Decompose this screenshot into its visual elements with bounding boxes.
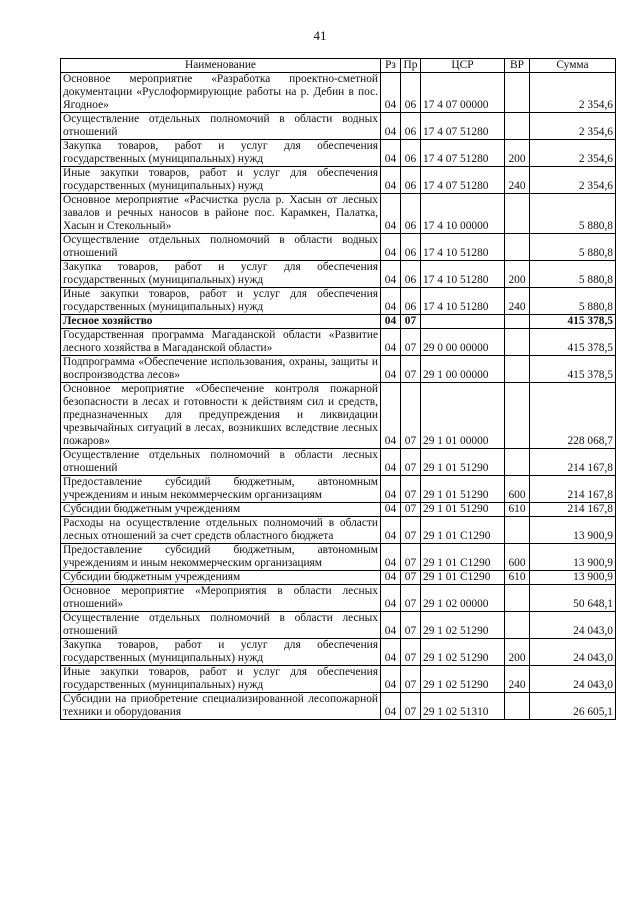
cell-sum: 26 605,1 (530, 693, 616, 720)
budget-table (60, 58, 616, 720)
cell-name: Расходы на осуществление отдельных полномочий в области лесных отношений за счет средств областного бюджета (61, 517, 381, 544)
cell-csr: 17 4 07 51280 (421, 140, 505, 167)
table-row (61, 261, 616, 288)
cell-name: Закупка товаров, работ и услуг для обеспечения государственных (муниципальных) нужд (61, 140, 381, 167)
cell-csr: 29 1 02 51290 (421, 612, 505, 639)
cell-pr: 07 (401, 693, 421, 720)
cell-pr: 06 (401, 167, 421, 194)
header-sum: Сумма (530, 59, 616, 73)
cell-sum: 24 043,0 (530, 666, 616, 693)
cell-rz: 04 (381, 585, 401, 612)
cell-rz: 04 (381, 329, 401, 356)
cell-rz: 04 (381, 571, 401, 585)
cell-csr: 17 4 07 51280 (421, 113, 505, 140)
cell-pr: 06 (401, 140, 421, 167)
table-row (61, 544, 616, 571)
cell-sum: 50 648,1 (530, 585, 616, 612)
cell-vr (505, 612, 530, 639)
header-csr: ЦСР (421, 59, 505, 73)
cell-rz: 04 (381, 140, 401, 167)
cell-csr: 29 1 01 C1290 (421, 571, 505, 585)
cell-sum: 13 900,9 (530, 517, 616, 544)
cell-rz: 04 (381, 73, 401, 113)
table-row (61, 140, 616, 167)
cell-sum: 2 354,6 (530, 113, 616, 140)
cell-csr: 29 1 01 C1290 (421, 517, 505, 544)
cell-vr (505, 356, 530, 383)
cell-csr: 29 0 00 00000 (421, 329, 505, 356)
table-row (61, 329, 616, 356)
cell-rz: 04 (381, 476, 401, 503)
table-row (61, 234, 616, 261)
cell-pr: 06 (401, 261, 421, 288)
cell-name: Основное мероприятие «Мероприятия в области лесных отношений» (61, 585, 381, 612)
table-row (61, 194, 616, 234)
cell-pr: 06 (401, 73, 421, 113)
cell-sum: 5 880,8 (530, 234, 616, 261)
cell-sum: 24 043,0 (530, 639, 616, 666)
table-row (61, 73, 616, 113)
cell-sum: 24 043,0 (530, 612, 616, 639)
table-row (61, 383, 616, 449)
table-row (61, 476, 616, 503)
table-row (61, 666, 616, 693)
cell-pr: 07 (401, 329, 421, 356)
cell-pr: 06 (401, 194, 421, 234)
cell-pr: 07 (401, 517, 421, 544)
cell-vr (505, 315, 530, 329)
cell-csr: 17 4 10 51280 (421, 288, 505, 315)
cell-pr: 07 (401, 315, 421, 329)
cell-sum: 5 880,8 (530, 261, 616, 288)
table-row (61, 288, 616, 315)
cell-name: Лесное хозяйство (61, 315, 381, 329)
cell-name: Осуществление отдельных полномочий в области лесных отношений (61, 612, 381, 639)
cell-vr (505, 73, 530, 113)
cell-vr: 600 (505, 476, 530, 503)
cell-csr: 17 4 07 00000 (421, 73, 505, 113)
table-row (61, 503, 616, 517)
table-row (61, 571, 616, 585)
cell-vr: 240 (505, 666, 530, 693)
cell-csr: 29 1 01 00000 (421, 383, 505, 449)
table-row (61, 517, 616, 544)
table-row (61, 167, 616, 194)
cell-name: Субсидии бюджетным учреждениям (61, 503, 381, 517)
cell-sum: 228 068,7 (530, 383, 616, 449)
cell-pr: 07 (401, 449, 421, 476)
cell-pr: 07 (401, 612, 421, 639)
cell-name: Закупка товаров, работ и услуг для обеспечения государственных (муниципальных) нужд (61, 261, 381, 288)
cell-sum: 5 880,8 (530, 194, 616, 234)
header-vr: ВР (505, 59, 530, 73)
header-pr: Пр (401, 59, 421, 73)
cell-rz: 04 (381, 612, 401, 639)
cell-rz: 04 (381, 167, 401, 194)
cell-sum: 2 354,6 (530, 140, 616, 167)
cell-vr (505, 234, 530, 261)
cell-csr: 29 1 01 C1290 (421, 544, 505, 571)
cell-rz: 04 (381, 288, 401, 315)
cell-rz: 04 (381, 113, 401, 140)
cell-sum: 13 900,9 (530, 571, 616, 585)
cell-csr: 17 4 07 51280 (421, 167, 505, 194)
header-rz: Рз (381, 59, 401, 73)
table-row (61, 639, 616, 666)
cell-vr (505, 113, 530, 140)
cell-vr: 240 (505, 288, 530, 315)
cell-pr: 07 (401, 666, 421, 693)
cell-vr (505, 449, 530, 476)
cell-name: Осуществление отдельных полномочий в области лесных отношений (61, 449, 381, 476)
cell-rz: 04 (381, 517, 401, 544)
cell-name: Субсидии на приобретение специализированной лесопожарной техники и оборудования (61, 693, 381, 720)
cell-name: Предоставление субсидий бюджетным, автономным учреждениям и иным некоммерческим организациям (61, 476, 381, 503)
cell-pr: 07 (401, 476, 421, 503)
table-row (61, 693, 616, 720)
cell-name: Иные закупки товаров, работ и услуг для обеспечения государственных (муниципальных) нужд (61, 167, 381, 194)
cell-sum: 214 167,8 (530, 503, 616, 517)
cell-vr: 610 (505, 503, 530, 517)
cell-name: Закупка товаров, работ и услуг для обеспечения государственных (муниципальных) нужд (61, 639, 381, 666)
cell-name: Иные закупки товаров, работ и услуг для обеспечения государственных (муниципальных) нужд (61, 288, 381, 315)
cell-vr: 600 (505, 544, 530, 571)
cell-vr (505, 517, 530, 544)
cell-name: Основное мероприятие «Обеспечение контроля пожарной безопасности в лесах и готовности к действиям сил и средств, предназначенных для предупреждения и ликвидации чрезвычайных ситуаций в лесах, возникших вследствие лесных пожаров» (61, 383, 381, 449)
cell-name: Осуществление отдельных полномочий в области водных отношений (61, 113, 381, 140)
cell-vr (505, 383, 530, 449)
cell-csr: 17 4 10 51280 (421, 234, 505, 261)
table-row (61, 315, 616, 329)
cell-pr: 07 (401, 383, 421, 449)
cell-rz: 04 (381, 666, 401, 693)
table-row (61, 449, 616, 476)
cell-rz: 04 (381, 315, 401, 329)
cell-csr (421, 315, 505, 329)
cell-sum: 13 900,9 (530, 544, 616, 571)
cell-rz: 04 (381, 544, 401, 571)
cell-pr: 07 (401, 639, 421, 666)
cell-name: Основное мероприятие «Разработка проектно-сметной документации «Руслоформирующие работы на р. Дебин в пос. Ягодное» (61, 73, 381, 113)
cell-vr: 200 (505, 639, 530, 666)
table-row (61, 612, 616, 639)
cell-pr: 07 (401, 503, 421, 517)
cell-name: Субсидии бюджетным учреждениям (61, 571, 381, 585)
cell-vr (505, 329, 530, 356)
cell-name: Иные закупки товаров, работ и услуг для обеспечения государственных (муниципальных) нужд (61, 666, 381, 693)
cell-vr (505, 194, 530, 234)
cell-vr: 200 (505, 261, 530, 288)
cell-vr: 240 (505, 167, 530, 194)
cell-sum: 415 378,5 (530, 315, 616, 329)
cell-rz: 04 (381, 503, 401, 517)
cell-pr: 06 (401, 234, 421, 261)
cell-name: Подпрограмма «Обеспечение использования, охраны, защиты и воспроизводства лесов» (61, 356, 381, 383)
page-number: 41 (313, 28, 327, 43)
cell-pr: 07 (401, 571, 421, 585)
cell-sum: 214 167,8 (530, 449, 616, 476)
cell-sum: 415 378,5 (530, 356, 616, 383)
cell-rz: 04 (381, 356, 401, 383)
table-row (61, 356, 616, 383)
cell-rz: 04 (381, 449, 401, 476)
table-row (61, 113, 616, 140)
cell-csr: 29 1 00 00000 (421, 356, 505, 383)
cell-rz: 04 (381, 261, 401, 288)
cell-rz: 04 (381, 693, 401, 720)
cell-pr: 06 (401, 113, 421, 140)
cell-rz: 04 (381, 194, 401, 234)
cell-pr: 06 (401, 288, 421, 315)
cell-csr: 17 4 10 00000 (421, 194, 505, 234)
cell-csr: 29 1 02 51290 (421, 666, 505, 693)
cell-name: Осуществление отдельных полномочий в области водных отношений (61, 234, 381, 261)
cell-pr: 07 (401, 544, 421, 571)
table-row (61, 585, 616, 612)
cell-csr: 29 1 01 51290 (421, 503, 505, 517)
cell-vr: 200 (505, 140, 530, 167)
cell-sum: 2 354,6 (530, 73, 616, 113)
cell-sum: 214 167,8 (530, 476, 616, 503)
cell-vr: 610 (505, 571, 530, 585)
cell-pr: 07 (401, 585, 421, 612)
cell-rz: 04 (381, 639, 401, 666)
cell-csr: 29 1 02 51310 (421, 693, 505, 720)
header-name: Наименование (61, 59, 381, 73)
cell-rz: 04 (381, 234, 401, 261)
cell-sum: 5 880,8 (530, 288, 616, 315)
cell-vr (505, 585, 530, 612)
cell-sum: 2 354,6 (530, 167, 616, 194)
cell-csr: 17 4 10 51280 (421, 261, 505, 288)
cell-csr: 29 1 01 51290 (421, 476, 505, 503)
cell-name: Предоставление субсидий бюджетным, автономным учреждениям и иным некоммерческим организациям (61, 544, 381, 571)
cell-name: Основное мероприятие «Расчистка русла р. Хасын от лесных завалов и речных наносов в районе пос. Карамкен, Палатка, Хасын и Стекольный» (61, 194, 381, 234)
cell-csr: 29 1 02 51290 (421, 639, 505, 666)
cell-vr (505, 693, 530, 720)
cell-pr: 07 (401, 356, 421, 383)
table-header-row (61, 59, 616, 73)
cell-csr: 29 1 01 51290 (421, 449, 505, 476)
cell-rz: 04 (381, 383, 401, 449)
cell-sum: 415 378,5 (530, 329, 616, 356)
cell-name: Государственная программа Магаданской области «Развитие лесного хозяйства в Магаданской области» (61, 329, 381, 356)
cell-csr: 29 1 02 00000 (421, 585, 505, 612)
